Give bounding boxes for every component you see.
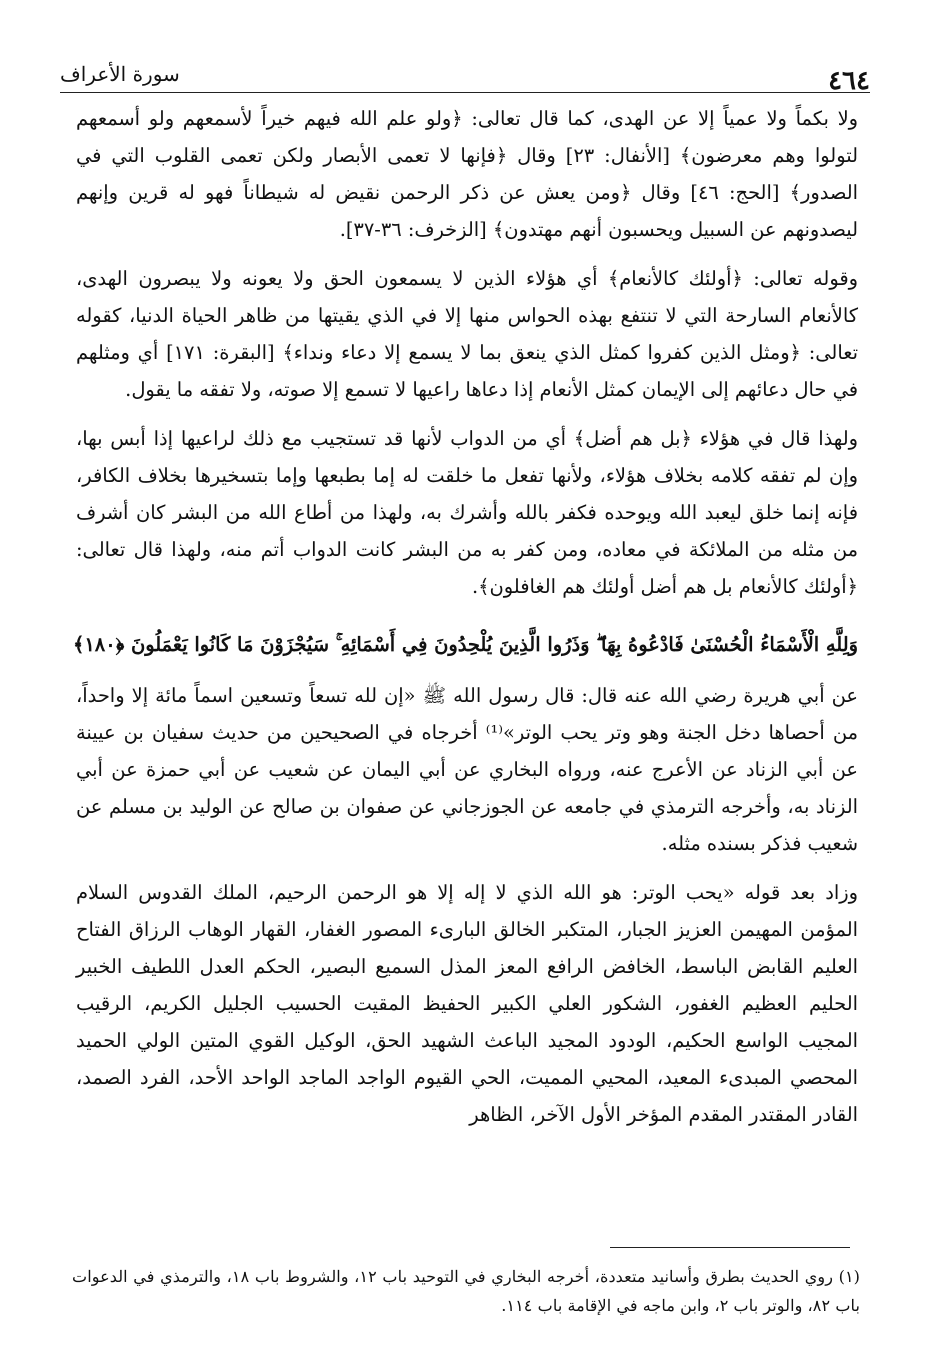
paragraph-3: ولهذا قال في هؤلاء ﴿بل هم أضل﴾ أي من الدواب لأنها قد تستجيب مع ذلك لراعيها إذا أبس بها، وإن لم تفقه كلامه بخلاف هؤلاء، ولأنها تفعل ما خلقت له إما بطبعها وإما بتسخيرها بخلاف الكافر، فإنه إنما خلق ليعبد الله ويوحده فكفر بالله وأشرك به، ولهذا من أطاع الله من البشر كان أشرف من مثله من الملائكة في معاده، ومن كفر به من البشر كانت الدواب أتم منه، ولهذا قال تعالى: ﴿أولئك كالأنعام بل هم أضل أولئك هم الغافلون﴾.	[76, 427, 858, 598]
page-header	[60, 62, 870, 94]
paragraph-4: عن أبي هريرة رضي الله عنه قال: قال رسول الله ﷺ «إن لله تسعاً وتسعين اسماً مائة إلا واحداً، من أحصاها دخل الجنة وهو وتر يحب الوتر»⁽¹⁾ أخرجاه في الصحيحين من حديث سفيان بن عيينة عن أبي الزناد عن الأعرج عنه، ورواه البخاري عن أبي اليمان عن شعيب عن أبي حمزة عن أبي الزناد به، وأخرجه الترمذي في جامعه عن الجوزجاني عن صفوان بن صالح عن الوليد بن مسلم عن شعيب فذكر بسنده مثله.	[76, 684, 858, 855]
quran-verse: وَلِلَّهِ الْأَسْمَاءُ الْحُسْنَىٰ فَادْعُوهُ بِهَا ۖ وَذَرُوا الَّذِينَ يُلْحِدُونَ فِي أَسْمَائِهِ ۚ سَيُجْزَوْنَ مَا كَانُوا يَعْمَلُونَ ﴿١٨٠﴾	[73, 633, 858, 656]
header-divider	[60, 92, 870, 93]
paragraph-5: وزاد بعد قوله «يحب الوتر: هو الله الذي لا إله إلا هو الرحمن الرحيم، الملك القدوس السلام المؤمن المهيمن العزيز الجبار، المتكبر الخالق البارىء المصور الغفار، القهار الوهاب الرزاق الفتاح العليم القابض الباسط، الخافض الرافع المعز المذل السميع البصير، الحكم العدل اللطيف الخبير الحليم العظيم الغفور، الشكور العلي الكبير الحفيظ المقيت الحسيب الجليل الكريم، الرقيب المجيب الواسع الحكيم، الودود المجيد الباعث الشهيد الحق، الوكيل القوي المتين الولي الحميد المحصي المبدىء المعيد، المحيي المميت، الحي القيوم الواجد الماجد الواحد الأحد، الفرد الصمد، القادر المقتدر المقدم المؤخر الأول الآخر، الظاهر	[76, 881, 858, 1126]
page-body	[73, 100, 858, 1133]
paragraph-2: وقوله تعالى: ﴿أولئك كالأنعام﴾ أي هؤلاء الذين لا يسمعون الحق ولا يعونه ولا يبصرون الهدى، كالأنعام السارحة التي لا تنتفع بهذه الحواس منها إلا في الذي يقيتها من ظاهر الحياة الدنيا، كقوله تعالى: ﴿ومثل الذين كفروا كمثل الذي ينعق بما لا يسمع إلا دعاء ونداء﴾ [البقرة: ١٧١] أي ومثلهم في حال دعائهم إلى الإيمان كمثل الأنعام إذا دعاها راعيها لا تسمع إلا صوته، ولا تفقه ما يقول.	[76, 267, 858, 401]
surah-title: سورة الأعراف	[60, 62, 180, 86]
footnote-divider	[610, 1247, 850, 1248]
page-number: ٤٦٤	[828, 66, 870, 96]
paragraph-1: ولا بكماً ولا عمياً إلا عن الهدى، كما قال تعالى: ﴿ولو علم الله فيهم خيراً لأسمعهم ولو أسمعهم لتولوا وهم معرضون﴾ [الأنفال: ٢٣] وقال ﴿فإنها لا تعمى الأبصار ولكن تعمى القلوب التي في الصدور﴾ [الحج: ٤٦] وقال ﴿ومن يعش عن ذكر الرحمن نقيض له شيطاناً فهو له قرين وإنهم ليصدونهم عن السبيل ويحسبون أنهم مهتدون﴾ [الزخرف: ٣٦-٣٧].	[76, 107, 858, 241]
footnote: (١) روي الحديث بطرق وأسانيد متعددة، أخرجه البخاري في التوحيد باب ١٢، والشروط باب ١٨، والترمذي في الدعوات باب ٨٢، والوتر باب ٢، وابن ماجه في الإقامة باب ١١٤.	[72, 1267, 860, 1315]
